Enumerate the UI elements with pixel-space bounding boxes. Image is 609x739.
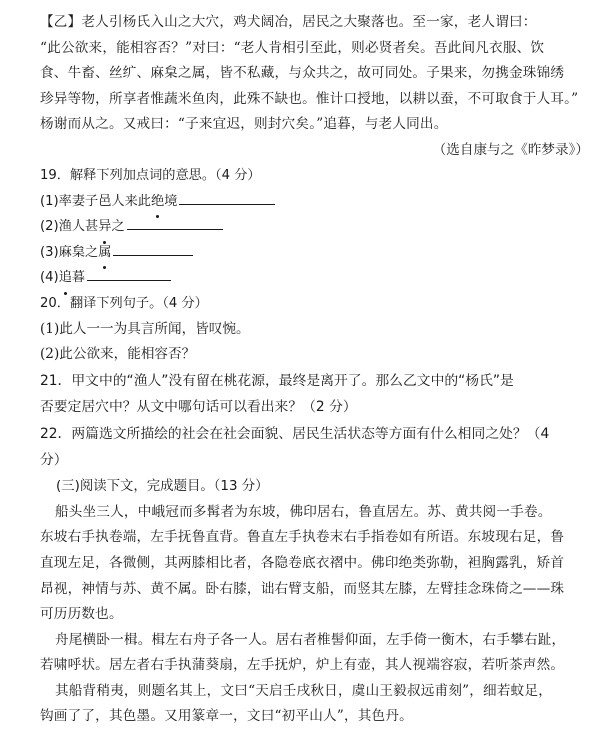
passage-yi-line: 珍异等物，所享者惟蔬米鱼肉，此殊不缺也。惟计口授地，以耕以蚕，不可取食于人耳。” [40, 90, 579, 107]
question-21-line: 否要定居穴中？从文中哪句话可以看出来？（2 分） [40, 399, 357, 416]
answer-blank[interactable] [127, 217, 223, 230]
item-text-pre: (3)麻枲之 [40, 244, 99, 260]
answer-blank[interactable] [87, 268, 171, 281]
paragraph-line: 昂视，神情与苏、黄不属。卧右膝，诎右臂支船，而竖其左膝，左臂挂念珠倚之——珠 [40, 580, 565, 597]
answer-blank[interactable] [179, 192, 275, 205]
question-19-item-3 [40, 240, 591, 266]
paragraph-line: 东坡右手执卷端，左手抚鲁直背。鲁直左手执卷末右手指卷如有所语。东坡现右足，鲁 [40, 529, 565, 546]
passage-yi-line: “此公欲来，能相容否？”对曰：“老人肯相引至此，则必贤者矣。吾此间凡衣服、饮 [40, 39, 545, 56]
paragraph-line: 其船背稍夷，则题名其上，文曰“天启壬戌秋日，虞山王毅叔远甫刻”，细若蚊足， [54, 682, 553, 699]
item-text-pre: (4) [40, 270, 59, 286]
item-text-pre: (2)渔人甚 [40, 219, 99, 235]
section-3-paragraph-3 [40, 679, 591, 730]
section-3 [40, 474, 591, 730]
paragraph-line: 船头坐三人，中峨冠而多髯者为东坡，佛印居右，鲁直居左。苏、黄共阅一手卷。 [54, 503, 552, 520]
section-3-paragraph-1 [40, 500, 591, 628]
paragraph-line: 可历历数也。 [40, 606, 123, 623]
question-19-item-2 [40, 214, 591, 240]
item-text-post: 暮 [71, 270, 86, 286]
question-20-item-2: (2)此公欲来，能相容否？ [40, 346, 196, 363]
question-20-item-1: (1)此人一一为具言所闻，皆叹惋。 [40, 320, 250, 337]
paragraph-line: 舟尾横卧一楫。楫左右舟子各一人。居右者椎髻仰面，左手倚一衡木，右手攀右趾， [54, 631, 566, 648]
question-20-title: 20．翻译下列句子。（4 分） [40, 295, 208, 311]
question-19-item-1 [40, 189, 591, 215]
question-22 [40, 421, 591, 474]
question-21 [40, 368, 591, 421]
answer-blank[interactable] [113, 243, 193, 256]
dotted-char: 属 [98, 240, 111, 266]
section-3-paragraph-2 [40, 628, 591, 679]
paragraph-line: 钩画了了，其色墨。又用篆章一，文曰“初平山人”，其色丹。 [40, 708, 413, 725]
question-22-line: 分） [40, 452, 68, 469]
question-22-line: 22．两篇选文所描绘的社会在社会面貌、居民生活状态等方面有什么相同之处？（4 [40, 425, 550, 442]
question-19-item-4 [40, 265, 591, 291]
dotted-char: 异 [98, 214, 111, 240]
item-text-post: 境 [164, 193, 178, 209]
paragraph-line: 直现左足，各微侧，其两膝相比者，各隐卷底衣褶中。佛印绝类弥勒，袒胸露乳，矫首 [40, 554, 565, 571]
dotted-char: 追 [59, 265, 72, 291]
paragraph-line: 若啸呼状。居左者右手执蒲葵扇，左手抚炉，炉上有壶，其人视端容寂，若听茶声然。 [40, 657, 565, 674]
passage-source: （选自康与之《昨梦录》） [432, 141, 589, 158]
question-19 [40, 163, 591, 291]
item-text-pre: (1)率妻子邑人来此 [40, 193, 151, 209]
passage-yi-line: 食、牛畜、丝纩、麻枲之属，皆不私藏，与众共之，故可同处。子果来，勿携金珠锦绣 [40, 65, 565, 82]
passage-yi-line: 杨谢而从之。又戒曰：“子来宜迟，则封穴矣。”追暮，与老人同出。 [40, 116, 448, 133]
question-19-title: 19．解释下列加点词的意思。（4 分） [40, 167, 261, 183]
item-text-post: 之 [111, 219, 125, 235]
passage-yi [40, 10, 591, 162]
passage-yi-line: 【乙】老人引杨氏入山之大穴，鸡犬阔冶，居民之大聚落也。至一家，老人谓曰： [40, 14, 537, 30]
question-21-line: 21．甲文中的“渔人”没有留在桃花源，最终是离开了。那么乙文中的“杨氏”是 [40, 372, 514, 389]
section-3-title: (三)阅读下文，完成题目。（13 分） [56, 478, 269, 494]
question-20 [40, 291, 591, 368]
dotted-char: 绝 [151, 189, 164, 215]
